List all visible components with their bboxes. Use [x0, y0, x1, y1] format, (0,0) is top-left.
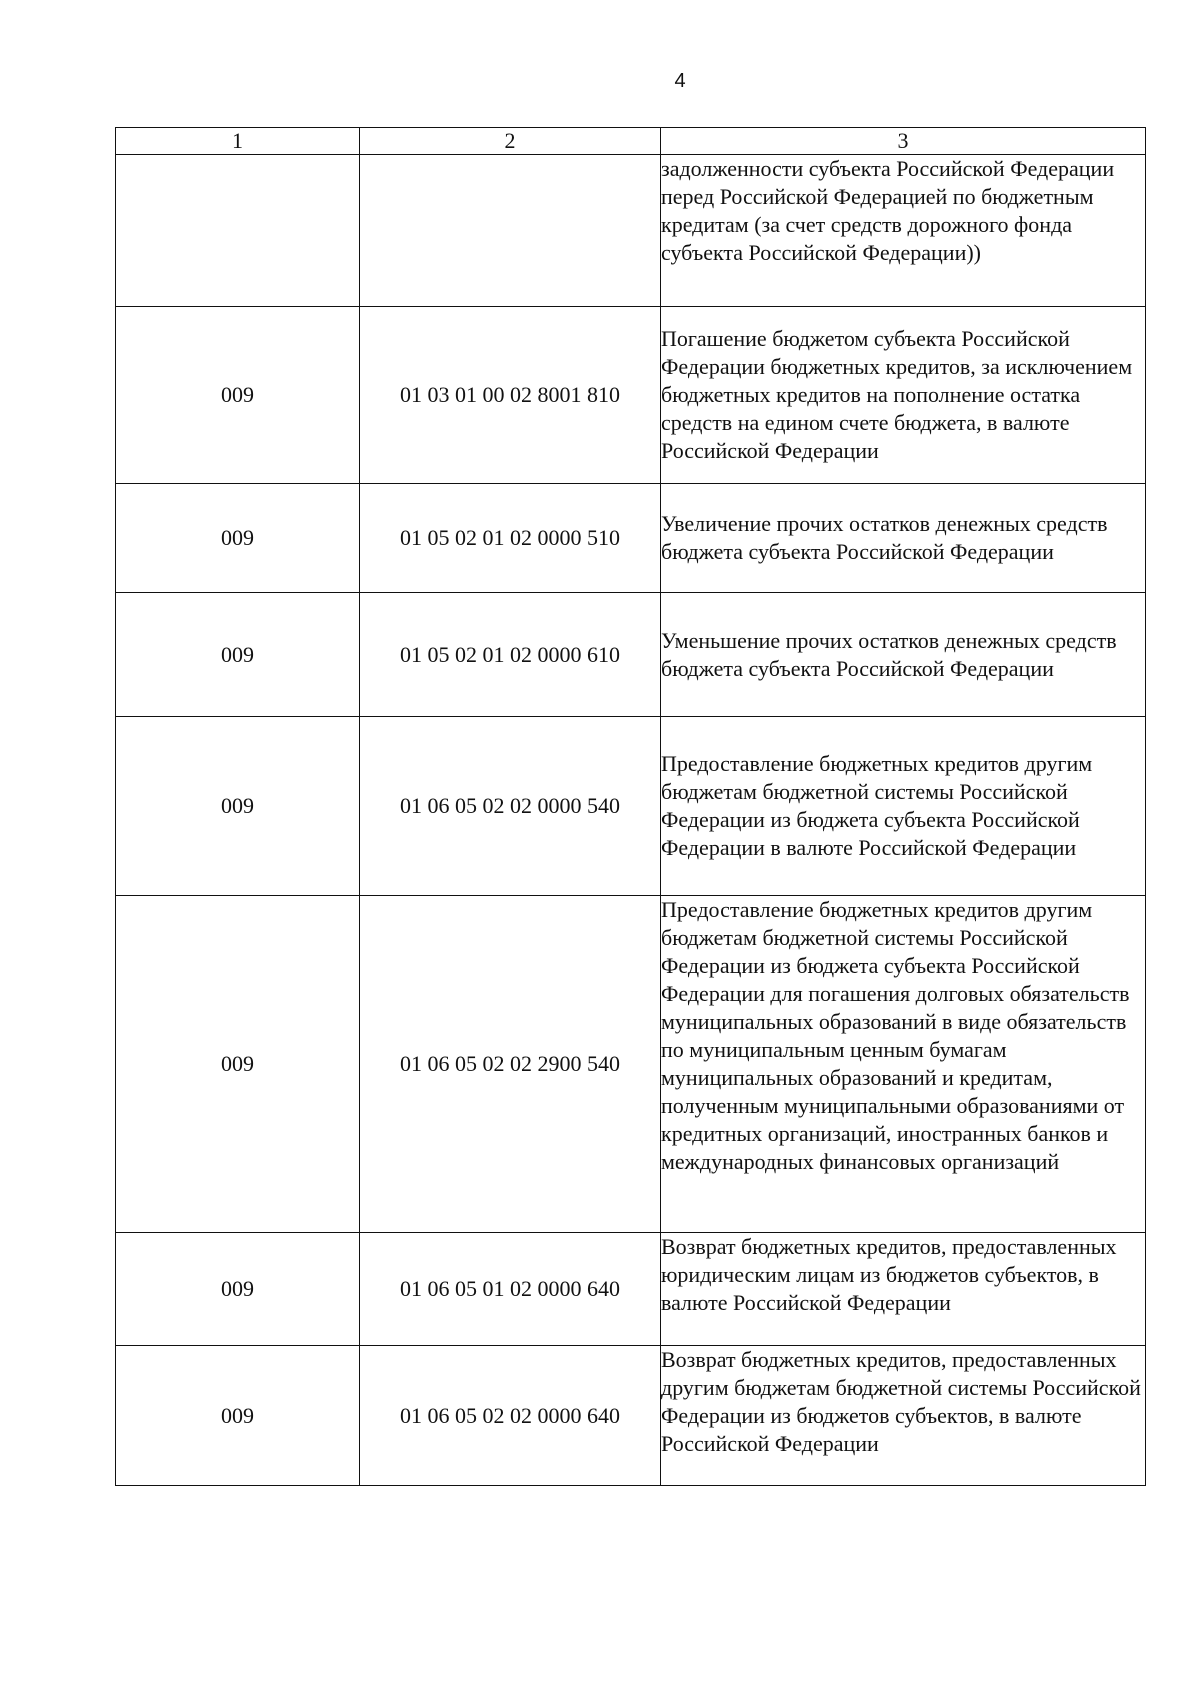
table-row	[116, 1346, 1146, 1486]
budget-code-cell: 01 03 01 00 02 8001 810	[360, 307, 661, 484]
description-cell: Уменьшение прочих остатков денежных средств бюджета субъекта Российской Федерации	[661, 593, 1146, 717]
table-row	[116, 307, 1146, 484]
description-cell: Увеличение прочих остатков денежных средств бюджета субъекта Российской Федерации	[661, 484, 1146, 593]
admin-code-cell: 009	[116, 307, 360, 484]
budget-code-cell: 01 06 05 02 02 0000 640	[360, 1346, 661, 1486]
admin-code-cell	[116, 155, 360, 307]
description-cell: задолженности субъекта Российской Федерации перед Российской Федерацией по бюджетным кредитам (за счет средств дорожного фонда субъекта Российской Федерации))	[661, 155, 1146, 307]
admin-code-cell: 009	[116, 484, 360, 593]
description-cell: Возврат бюджетных кредитов, предоставленных другим бюджетам бюджетной системы Российской Федерации из бюджетов субъектов, в валюте Российской Федерации	[661, 1346, 1146, 1486]
admin-code-cell: 009	[116, 593, 360, 717]
table-header-row	[116, 128, 1146, 155]
table-row	[116, 155, 1146, 307]
table-row	[116, 896, 1146, 1233]
budget-code-cell: 01 06 05 01 02 0000 640	[360, 1233, 661, 1346]
table-row	[116, 593, 1146, 717]
budget-code-cell	[360, 155, 661, 307]
budget-code-cell: 01 06 05 02 02 0000 540	[360, 717, 661, 896]
admin-code-cell: 009	[116, 1346, 360, 1486]
budget-codes-table	[115, 127, 1146, 1486]
admin-code-cell: 009	[116, 896, 360, 1233]
table-row	[116, 484, 1146, 593]
table-row	[116, 717, 1146, 896]
table-row	[116, 1233, 1146, 1346]
column-header-2: 2	[360, 128, 661, 155]
description-cell: Возврат бюджетных кредитов, предоставленных юридическим лицам из бюджетов субъектов, в валюте Российской Федерации	[661, 1233, 1146, 1346]
description-cell: Погашение бюджетом субъекта Российской Федерации бюджетных кредитов, за исключением бюджетных кредитов на пополнение остатка средств на едином счете бюджета, в валюте Российской Федерации	[661, 307, 1146, 484]
page-number: 4	[674, 70, 686, 92]
budget-code-cell: 01 05 02 01 02 0000 610	[360, 593, 661, 717]
budget-code-cell: 01 05 02 01 02 0000 510	[360, 484, 661, 593]
column-header-3: 3	[661, 128, 1146, 155]
description-cell: Предоставление бюджетных кредитов другим бюджетам бюджетной системы Российской Федерации из бюджета субъекта Российской Федерации в валюте Российской Федерации	[661, 717, 1146, 896]
budget-code-cell: 01 06 05 02 02 2900 540	[360, 896, 661, 1233]
admin-code-cell: 009	[116, 1233, 360, 1346]
admin-code-cell: 009	[116, 717, 360, 896]
description-cell: Предоставление бюджетных кредитов другим бюджетам бюджетной системы Российской Федерации из бюджета субъекта Российской Федерации для погашения долговых обязательств муниципальных образований в виде обязательств по муниципальным ценным бумагам муниципальных образований и кредитам, полученным муниципальными образованиями от кредитных организаций, иностранных банков и международных финансовых организаций	[661, 896, 1146, 1233]
column-header-1: 1	[116, 128, 360, 155]
